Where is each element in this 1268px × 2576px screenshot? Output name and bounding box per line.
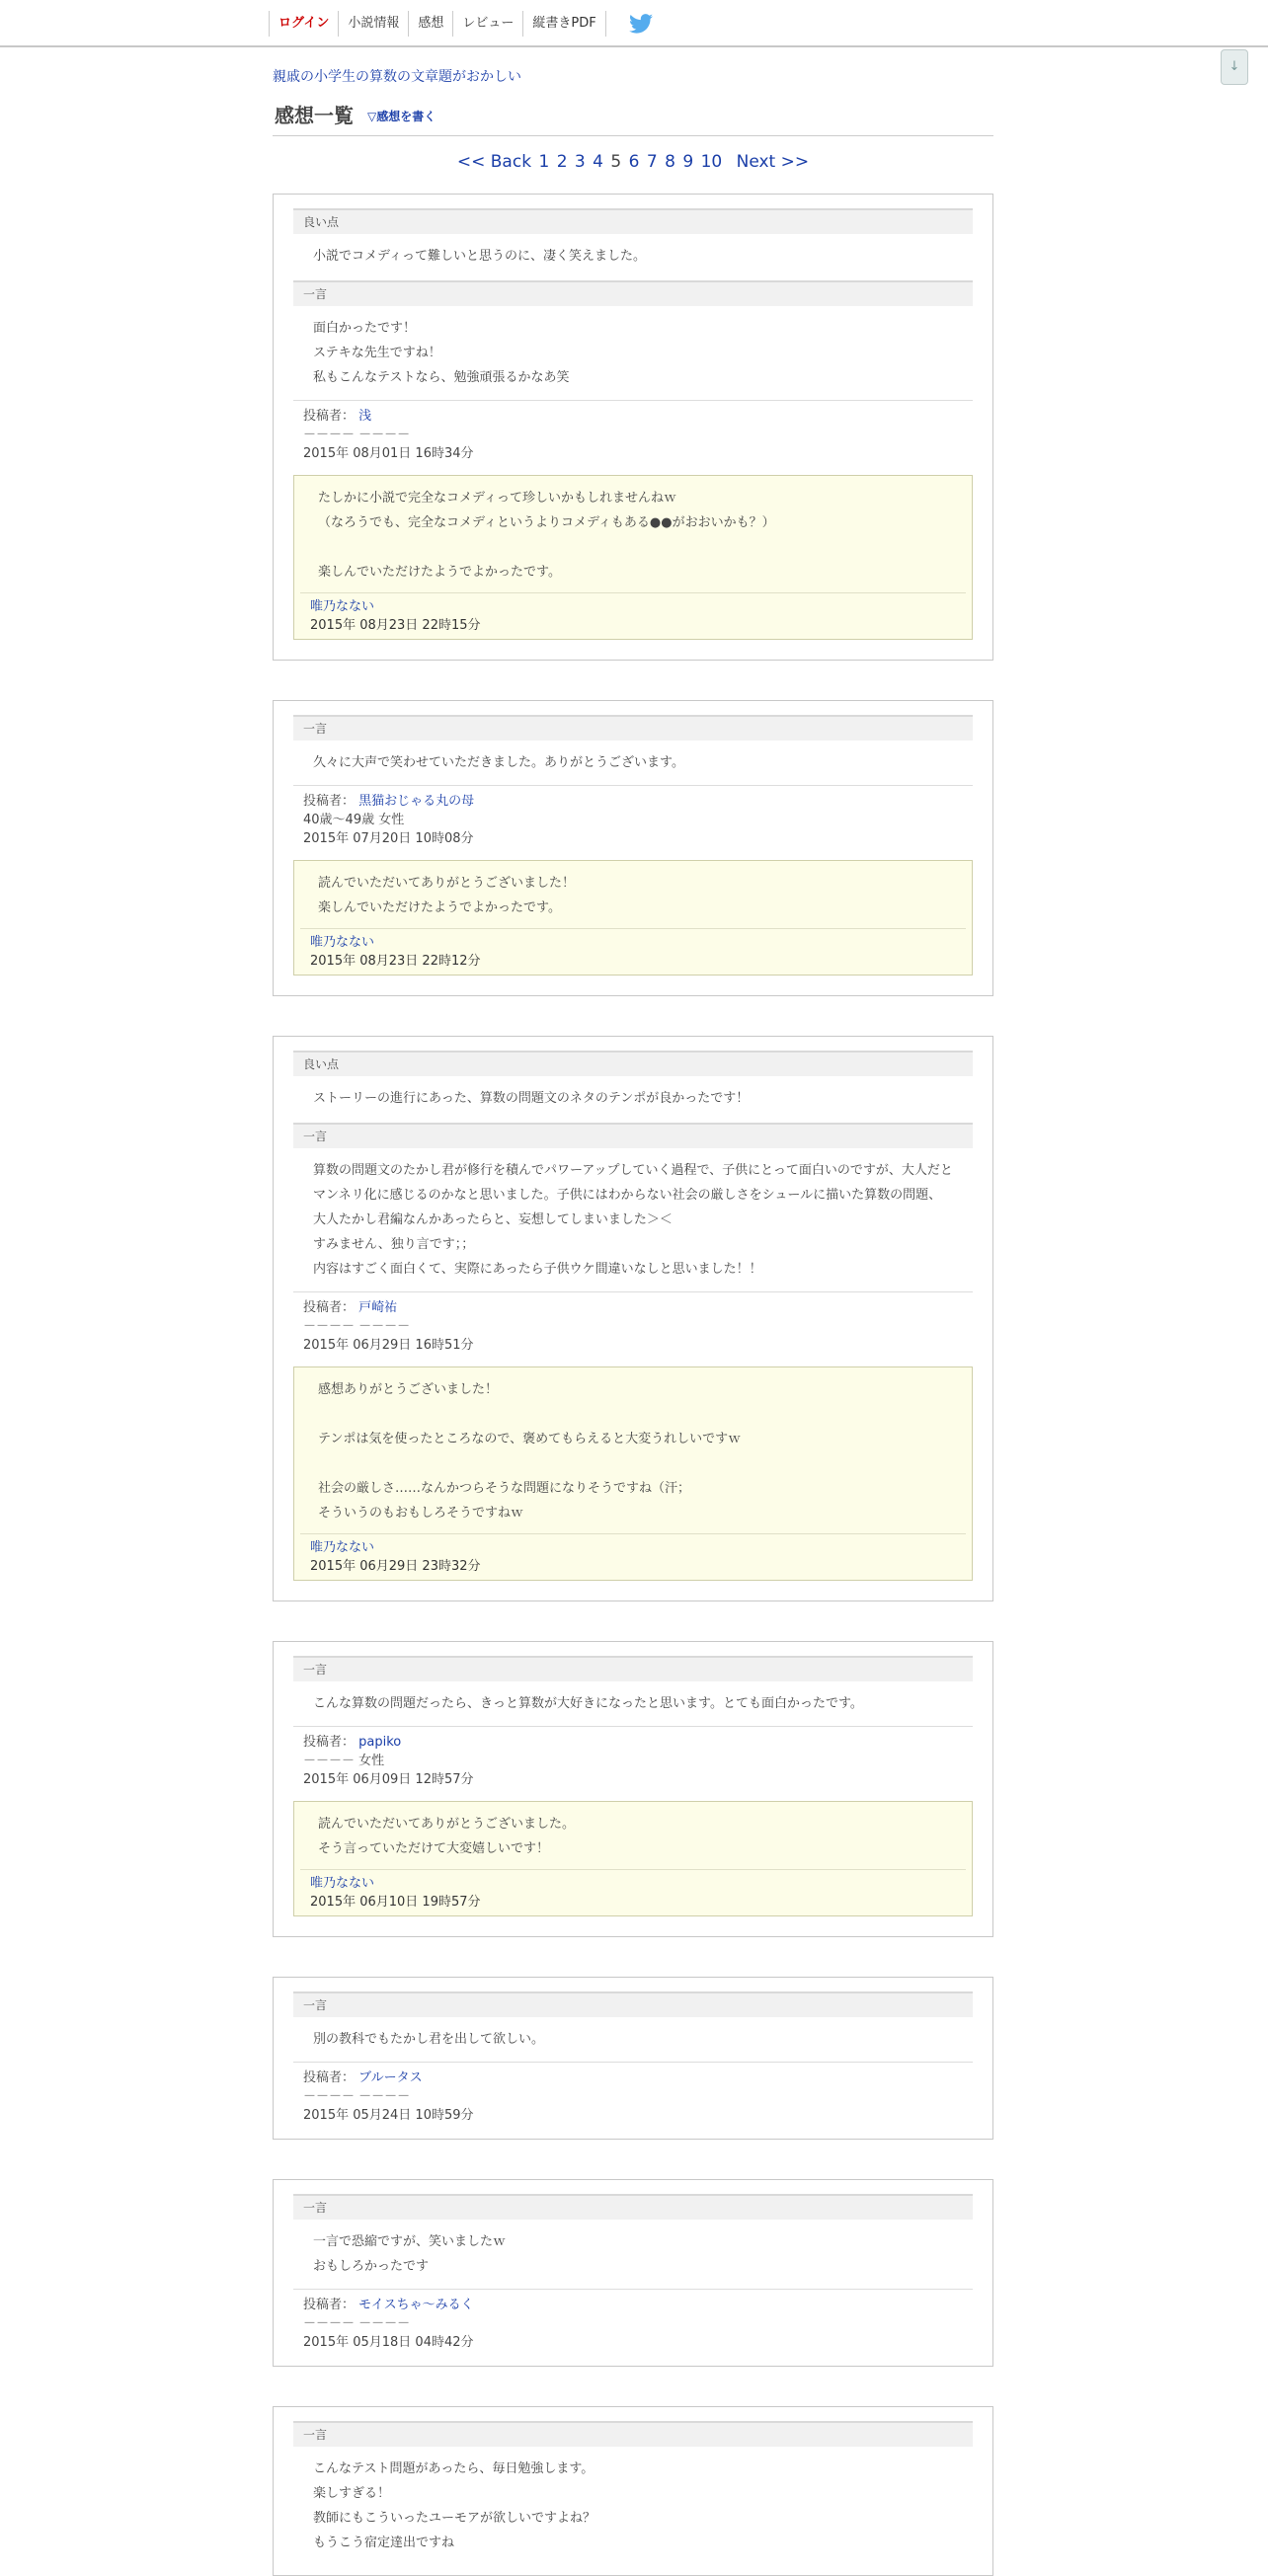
post-date: 2015年 05月18日 04時42分 <box>303 2335 474 2350</box>
nav-novel-info-link[interactable]: 小説情報 <box>338 11 408 37</box>
post-date: 2015年 07月20日 10時08分 <box>303 831 474 846</box>
reply-author-link[interactable]: 唯乃なない <box>310 935 375 950</box>
poster-profile: 40歳～49歳 女性 <box>303 813 405 827</box>
poster-label: 投稿者： <box>303 1300 356 1315</box>
pager-page-1[interactable]: 1 <box>538 152 550 172</box>
poster-profile: －－－－ －－－－ <box>303 1319 411 1334</box>
post-date: 2015年 06月29日 16時51分 <box>303 1338 474 1353</box>
good-point-label: 良い点 <box>293 1051 973 1076</box>
comment-text <box>293 2220 973 2289</box>
reply-text: たしかに小説で完全なコメディって珍しいかもしれませんねｗ （なろうでも、完全なコメディというよりコメディもある●●がおおいかも？） 楽しんでいただけたようでよかったです。 <box>318 491 775 580</box>
reply-meta <box>300 1533 966 1580</box>
comment-body: 算数の問題文のたかし君が修行を積んでパワーアップしていく過程で、子供にとって面白いのですが、大人だとマンネリ化に感じるのかなと思いました。子供にはわからない社会の厳しさをシュールに描いた算数の問題、大人たかし君編なんかあったらと、妄想してしまいました＞＜ すみません、独り言です；； 内容はすごく面白くて、実際にあったら子供ウケ間違いなしと思いました！！ <box>313 1163 953 1277</box>
poster-name-link[interactable]: モイスちゃ～みるく <box>358 2298 474 2312</box>
comment-label: 一言 <box>293 1991 973 2017</box>
reply-date: 2015年 06月29日 23時32分 <box>310 1559 481 1574</box>
comment-text <box>293 306 973 400</box>
poster-label: 投稿者： <box>303 409 356 424</box>
poster-name-link[interactable]: ブルータス <box>358 2070 423 2085</box>
poster-profile: －－－－ 女性 <box>303 1754 385 1768</box>
reply-text: 読んでいただいてありがとうございました！ 楽しんでいただけたようでよかったです。 <box>318 876 576 915</box>
comment-text <box>293 1681 973 1726</box>
reply-meta <box>300 1869 966 1915</box>
comment-text <box>293 1148 973 1291</box>
reply-meta <box>300 592 966 639</box>
poster-info <box>293 2063 973 2129</box>
comment-text <box>293 741 973 785</box>
author-reply <box>293 475 973 640</box>
good-point-text <box>293 234 973 280</box>
comment-body: 久々に大声で笑わせていただきました。ありがとうございます。 <box>313 755 684 770</box>
page-title: 感想一覧 <box>275 104 354 127</box>
poster-name-link[interactable]: 黒猫おじゃる丸の母 <box>358 794 475 809</box>
comment-body: 一言で恐縮ですが、笑いましたｗ おもしろかったです <box>313 2234 507 2274</box>
poster-info <box>293 1292 973 1359</box>
pager-next-link[interactable]: Next >> <box>736 152 810 172</box>
pager-page-3[interactable]: 3 <box>574 152 586 172</box>
comment-label: 一言 <box>293 715 973 741</box>
poster-info <box>293 1727 973 1793</box>
poster-label: 投稿者： <box>303 2070 356 2085</box>
pager-page-9[interactable]: 9 <box>682 152 694 172</box>
impression-card <box>273 1641 993 1937</box>
write-impression-link[interactable]: ▽感想を書く <box>367 110 436 123</box>
novel-title-link[interactable]: 親戚の小学生の算数の文章題がおかしい <box>273 69 521 85</box>
good-point-text <box>293 1076 973 1123</box>
site-nav <box>269 10 654 38</box>
reply-date: 2015年 08月23日 22時15分 <box>310 618 481 633</box>
reply-date: 2015年 06月10日 19時57分 <box>310 1895 481 1910</box>
impression-card <box>273 194 993 661</box>
comment-label: 一言 <box>293 280 973 306</box>
good-point-body: 小説でコメディって難しいと思うのに、凄く笑えました。 <box>313 249 646 264</box>
comment-text <box>293 2017 973 2062</box>
reply-text: 感想ありがとうございました！ テンポは気を使ったところなので、褒めてもらえると大変うれしいですｗ 社会の厳しさ……なんかつらそうな問題になりそうですね（汗； そういうのもおもしろそうですねｗ <box>318 1382 742 1521</box>
author-reply <box>293 1801 973 1916</box>
pager-page-10[interactable]: 10 <box>700 152 723 172</box>
poster-info <box>293 2290 973 2356</box>
page-heading <box>273 103 993 136</box>
comment-label: 一言 <box>293 2194 973 2220</box>
poster-info <box>293 401 973 467</box>
reply-author-link[interactable]: 唯乃なない <box>310 1540 375 1555</box>
post-date: 2015年 06月09日 12時57分 <box>303 1772 474 1787</box>
pager-page-8[interactable]: 8 <box>665 152 675 172</box>
comment-label: 一言 <box>293 1656 973 1681</box>
top-navigation-bar <box>0 0 1268 47</box>
poster-name-link[interactable]: 浅 <box>358 409 372 424</box>
pager-page-4[interactable]: 4 <box>593 152 603 172</box>
reply-meta <box>300 928 966 975</box>
good-point-body: ストーリーの進行にあった、算数の問題文のネタのテンポが良かったです！ <box>313 1091 750 1106</box>
nav-login-link[interactable]: ログイン <box>269 11 338 37</box>
poster-label: 投稿者： <box>303 2298 356 2312</box>
reply-author-link[interactable]: 唯乃なない <box>310 1876 375 1891</box>
reply-author-link[interactable]: 唯乃なない <box>310 599 375 614</box>
author-reply <box>293 860 973 976</box>
good-point-label: 良い点 <box>293 208 973 234</box>
comment-text <box>293 2447 973 2565</box>
twitter-icon[interactable] <box>628 14 654 34</box>
pager-back-link[interactable]: << Back <box>456 152 532 172</box>
poster-profile: －－－－ －－－－ <box>303 428 411 442</box>
poster-label: 投稿者： <box>303 1735 356 1750</box>
reply-date: 2015年 08月23日 22時12分 <box>310 954 481 969</box>
comment-body: 別の教科でもたかし君を出して欲しい。 <box>313 2032 545 2047</box>
nav-review-link[interactable]: レビュー <box>452 11 522 37</box>
impression-card <box>273 1036 993 1601</box>
poster-info <box>293 786 973 852</box>
comment-body: 面白かったです！ ステキな先生ですね！ 私もこんなテストなら、勉強頑張るかなあ笑 <box>313 321 570 385</box>
poster-profile: －－－－ －－－－ <box>303 2089 411 2104</box>
comment-label: 一言 <box>293 2421 973 2447</box>
pager-page-2[interactable]: 2 <box>556 152 568 172</box>
impression-list <box>273 194 993 2576</box>
impression-card <box>273 700 993 996</box>
pager-current-page: 5 <box>610 152 622 172</box>
poster-name-link[interactable]: 戸崎祐 <box>358 1300 398 1315</box>
author-reply <box>293 1366 973 1581</box>
poster-label: 投稿者： <box>303 794 356 809</box>
poster-name-link[interactable]: papiko <box>358 1735 402 1750</box>
nav-vertical-pdf-link[interactable]: 縦書きPDF <box>522 11 605 37</box>
main-content <box>273 47 993 2576</box>
impression-card <box>273 2406 993 2576</box>
scroll-down-button[interactable]: ↓ <box>1221 49 1248 85</box>
impression-card <box>273 2179 993 2367</box>
comment-body: こんな算数の問題だったら、きっと算数が大好きになったと思います。とても面白かったです。 <box>313 1696 863 1711</box>
post-date: 2015年 08月01日 16時34分 <box>303 446 474 461</box>
impression-card <box>273 1977 993 2140</box>
comment-body: こんなテスト問題があったら、毎日勉強します。 楽しすぎる！ 教師にもこういったユーモアが欲しいですよね？ もうこう宿定達出ですね <box>313 2461 596 2550</box>
reply-text: 読んでいただいてありがとうございました。 そう言っていただけて大変嬉しいです！ <box>318 1817 576 1856</box>
post-date: 2015年 05月24日 10時59分 <box>303 2108 474 2123</box>
pagination <box>273 150 993 174</box>
pager-page-6[interactable]: 6 <box>628 152 640 172</box>
poster-profile: －－－－ －－－－ <box>303 2316 411 2331</box>
comment-label: 一言 <box>293 1123 973 1148</box>
nav-impressions-link[interactable]: 感想 <box>408 11 452 37</box>
pager-page-7[interactable]: 7 <box>646 152 658 172</box>
